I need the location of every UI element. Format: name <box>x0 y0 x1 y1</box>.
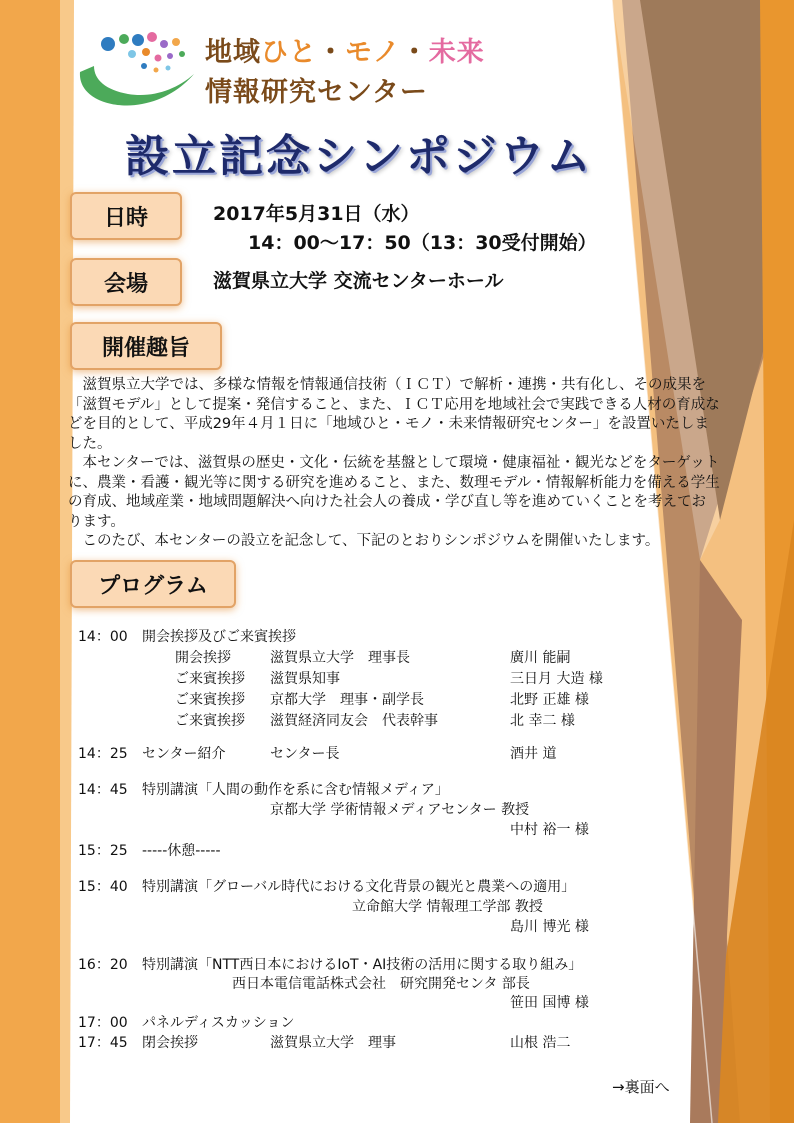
program-org: 滋賀県立大学 理事 <box>270 1035 396 1051</box>
program-time: 14：00 <box>78 629 128 645</box>
program-org: 西日本電信電話株式会社 研究開発センタ 部長 <box>232 976 530 992</box>
program-org: 滋賀県立大学 理事長 <box>270 650 410 666</box>
program-title: 特別講演「グローバル時代における文化背景の観光と農業への適用」 <box>142 879 576 895</box>
logo-seg: 地域 <box>205 37 261 68</box>
program-time: 15：25 <box>78 843 128 859</box>
purpose-text <box>68 376 720 552</box>
program-role: ご来賓挨拶 <box>175 713 245 729</box>
program-label: プログラム <box>70 560 236 608</box>
program-title: 閉会挨拶 <box>142 1035 198 1051</box>
venue-value: 滋賀県立大学 交流センターホール <box>213 270 504 292</box>
program-name: 酒井 道 <box>510 746 557 762</box>
program-title: パネルディスカッション <box>142 1015 295 1031</box>
program-time: 17：45 <box>78 1035 128 1051</box>
program-org: 京都大学 理事・副学長 <box>270 692 424 708</box>
program-title: 開会挨拶及びご来賓挨拶 <box>142 629 296 645</box>
logo-title-line2: 情報研究センター <box>205 77 428 108</box>
program-time: 15：40 <box>78 879 128 895</box>
program-role: ご来賓挨拶 <box>175 692 245 708</box>
venue-label: 会場 <box>70 258 182 306</box>
logo-seg: 未来 <box>428 37 485 68</box>
program-title: センター紹介 <box>142 746 226 762</box>
program-org: 立命館大学 情報理工学部 教授 <box>352 899 543 915</box>
program-name: 中村 裕一 様 <box>510 822 589 838</box>
program-role: ご来賓挨拶 <box>175 671 245 687</box>
program-name: 笹田 国博 様 <box>510 995 589 1011</box>
program-name: 北野 正雄 様 <box>510 692 589 708</box>
purpose-paragraph: このたび、本センターの設立を記念して、下記のとおりシンポジウムを開催いたします。 <box>82 533 660 549</box>
page-title: 設立記念シンポジウム <box>125 131 594 182</box>
event-time: 14：00～17：50（13：30受付開始） <box>248 232 597 254</box>
program-title: -----休憩----- <box>142 843 221 859</box>
event-date: 2017年5月31日（水） <box>213 203 420 225</box>
program-role: 開会挨拶 <box>175 650 231 666</box>
purpose-paragraph: 滋賀県立大学では、多様な情報を情報通信技術（ＩＣＴ）で解析・連携・共有化し、その成果を「滋賀モデル」として提案・発信すること、また、ＩＣＴ応用を地域社会で実践できる人材の育成などを目的として、平成29年４月１日に「地域ひと・モノ・未来情報研究センター」を設置いたしました。 <box>68 377 720 452</box>
logo-seg: ・ <box>317 37 345 68</box>
logo-title-line1 <box>205 30 485 69</box>
program-name: 三日月 大造 様 <box>510 671 603 687</box>
program-name: 廣川 能嗣 <box>510 650 571 666</box>
program-org: 滋賀県知事 <box>270 671 340 687</box>
logo-seg: モノ <box>345 37 401 68</box>
program-name: 山根 浩二 <box>510 1035 571 1051</box>
program-name: 北 幸二 様 <box>510 713 575 729</box>
program-title: 特別講演「NTT西日本におけるIoT・AI技術の活用に関する取り組み」 <box>142 957 583 973</box>
logo-seg: ・ <box>400 37 429 68</box>
purpose-label: 開催趣旨 <box>70 322 222 370</box>
purpose-paragraph: 本センターでは、滋賀県の歴史・文化・伝統を基盤として環境・健康福祉・観光などをターゲットに、農業・看護・観光等に関する研究を進めること、また、数理モデル・情報解析能力を備える学生の育成、地域産業・地域問題解決へ向けた社会人の養成・学び直し等を進めていくことを考えております。 <box>68 455 720 530</box>
program-org: センター長 <box>270 746 340 762</box>
program-org: 京都大学 学術情報メディアセンター 教授 <box>270 802 530 818</box>
program-org: 滋賀経済同友会 代表幹事 <box>270 713 438 729</box>
program-time: 14：25 <box>78 746 128 762</box>
next-page-link[interactable]: →裏面へ <box>612 1078 670 1096</box>
program-time: 16：20 <box>78 957 128 973</box>
center-logo <box>72 28 200 110</box>
program-time: 17：00 <box>78 1015 128 1031</box>
program-time: 14：45 <box>78 782 128 798</box>
program-title: 特別講演「人間の動作を系に含む情報メディア」 <box>142 782 449 798</box>
logo-seg: ひと <box>261 37 317 68</box>
program-name: 島川 博光 様 <box>510 919 589 935</box>
datetime-label: 日時 <box>70 192 182 240</box>
